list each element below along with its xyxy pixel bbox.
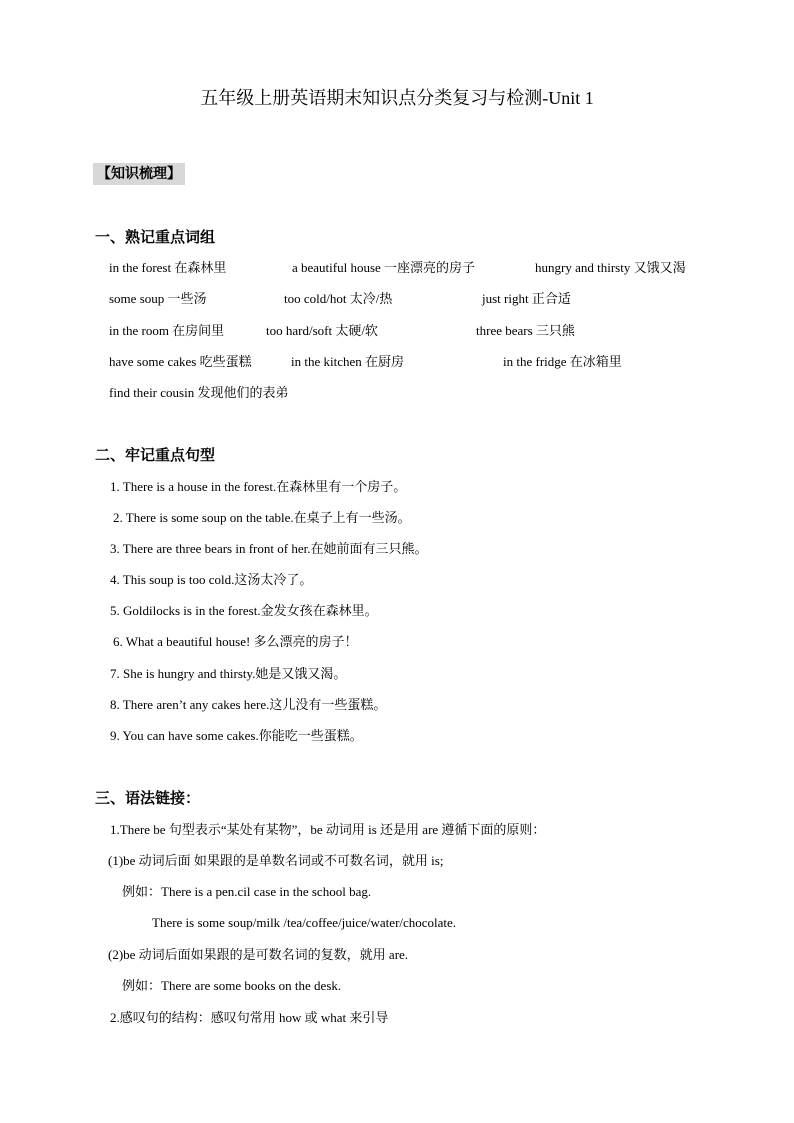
sentence-item: 7. She is hungry and thirsty.她是又饿又渴。 <box>110 666 347 681</box>
grammar-example: 例如：There is a pen.cil case in the school bag. <box>122 884 372 899</box>
sentence-item: 4. This soup is too cold.这汤太冷了。 <box>110 572 313 587</box>
phrase-item: too hard/soft 太硬/软 <box>266 323 378 338</box>
phrase-item: just right 正合适 <box>482 291 571 306</box>
phrase-item: too cold/hot 太冷/热 <box>284 291 393 306</box>
sentence-item: 5. Goldilocks is in the forest.金发女孩在森林里。 <box>110 603 378 618</box>
sentence-item: 9. You can have some cakes.你能吃一些蛋糕。 <box>110 728 363 743</box>
sentence-item: 6. What a beautiful house! 多么漂亮的房子！ <box>113 634 358 649</box>
grammar-line: (1)be 动词后面 如果跟的是单数名词或不可数名词，就用 is; <box>108 853 444 868</box>
sentence-item: 1. There is a house in the forest.在森林里有一个房子。 <box>110 479 407 494</box>
phrase-item: in the forest 在森林里 <box>109 260 227 275</box>
knowledge-summary-tag: 【知识梳理】 <box>93 163 185 185</box>
sentence-item: 3. There are three bears in front of her.在她前面有三只熊。 <box>110 541 428 556</box>
grammar-example: There is some soup/milk /tea/coffee/juice/water/chocolate. <box>152 915 457 930</box>
section-heading-grammar: 三、语法链接： <box>95 789 201 807</box>
section-heading-sentences: 二、牢记重点句型 <box>95 446 216 464</box>
phrase-item: in the kitchen 在厨房 <box>291 354 405 369</box>
section-heading-phrases: 一、熟记重点词组 <box>95 228 216 246</box>
phrase-item: find their cousin 发现他们的表弟 <box>109 385 289 400</box>
page-title: 五年级上册英语期末知识点分类复习与检测-Unit 1 <box>200 88 594 108</box>
phrase-item: hungry and thirsty 又饿又渴 <box>535 260 686 275</box>
phrase-item: three bears 三只熊 <box>476 323 575 338</box>
phrase-item: in the room 在房间里 <box>109 323 225 338</box>
phrase-item: have some cakes 吃些蛋糕 <box>109 354 252 369</box>
phrase-item: some soup 一些汤 <box>109 291 207 306</box>
sentence-item: 8. There aren’t any cakes here.这儿没有一些蛋糕。 <box>110 697 387 712</box>
grammar-line: (2)be 动词后面如果跟的是可数名词的复数，就用 are. <box>108 947 409 962</box>
grammar-line: 2.感叹句的结构：感叹句常用 how 或 what 来引导 <box>110 1010 389 1025</box>
sentence-item: 2. There is some soup on the table.在桌子上有一些汤。 <box>113 510 411 525</box>
phrase-item: in the fridge 在冰箱里 <box>503 354 622 369</box>
grammar-example: 例如：There are some books on the desk. <box>122 978 342 993</box>
phrase-item: a beautiful house 一座漂亮的房子 <box>292 260 476 275</box>
grammar-line: 1.There be 句型表示“某处有某物”，be 动词用 is 还是用 are 遵循下面的原则： <box>110 822 546 837</box>
